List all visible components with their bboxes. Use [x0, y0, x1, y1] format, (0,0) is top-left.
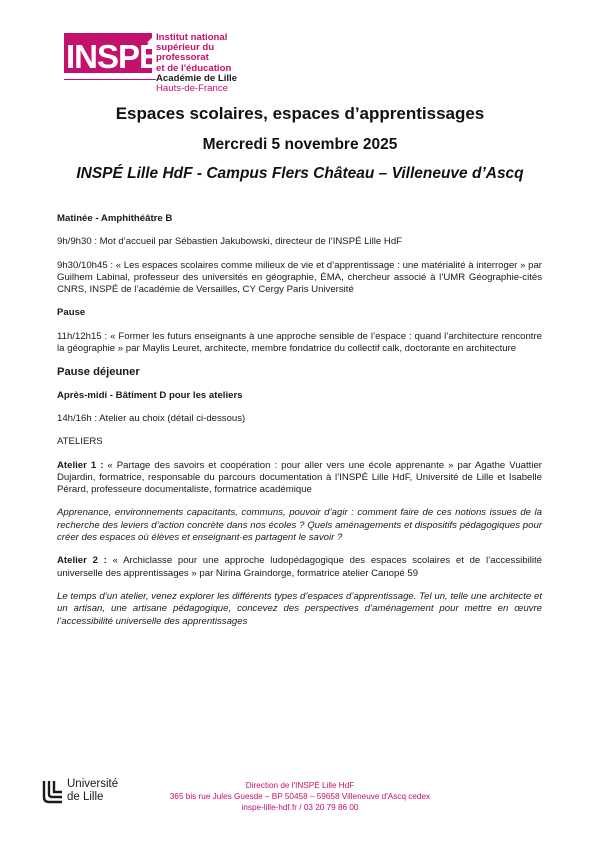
workshop-1-label: Atelier 1 :: [57, 459, 104, 471]
workshops-heading: ATELIERS: [57, 436, 103, 448]
universite-de-lille-logo: [42, 778, 132, 808]
lunch-heading: Pause déjeuner: [57, 366, 140, 379]
university-line-2: de Lille: [67, 790, 104, 803]
universite-lille-text: [67, 778, 118, 803]
document-title: Espaces scolaires, espaces d’apprentissages: [115, 104, 485, 123]
workshop-1-description: Apprenance, environnements capacitants, communs, pouvoir d’agir : comment faire de ces notions issues de la recherche des leviers d’action concrète dans nos écoles ? Quels aménagements et dispositifs pédagogiques pour créer des espaces où élèves et enseignant·es partagent le savoir ?: [57, 507, 542, 544]
workshop-1-text: « Partage des savoirs et coopération : pour aller vers une école apprenante » par Agathe Vuattier Dujardin, formatrice, responsable du parcours documentation à l’INSPÉ Lille HdF, Université de Lille et Isabelle Pérard, professeure documentaliste, formatrice académique: [57, 459, 542, 496]
break-heading: Pause: [57, 307, 86, 319]
logo-divider: [64, 79, 156, 80]
footer-street: 365 bis rue Jules Guesde – BP 50458 – 59658 Villeneuve d'Ascq cedex: [169, 792, 431, 801]
logo-line-4: Académie de Lille: [156, 72, 238, 84]
logo-line-1: Institut national: [156, 32, 228, 43]
logo-line-5: Hauts-de-France: [156, 83, 228, 95]
morning-heading: Matinée - Amphithéâtre B: [57, 213, 173, 224]
inspe-logo: [64, 32, 264, 95]
inspe-wordmark: INSPÉ: [66, 38, 161, 75]
footer-address: [150, 780, 450, 813]
event-date: Mercredi 5 novembre 2025: [202, 136, 398, 153]
inspe-logo-text: [156, 33, 264, 94]
university-line-1: Université: [67, 778, 119, 790]
program-item-welcome: 9h/9h30 : Mot d’accueil par Sébastien Jakubowski, directeur de l’INSPÉ Lille HdF: [57, 236, 403, 248]
footer-contact: inspe-lille-hdf.fr / 03 20 79 86 00: [241, 803, 359, 812]
workshop-2: [57, 555, 542, 580]
universite-lille-mark-icon: [42, 780, 64, 804]
afternoon-heading: Après-midi - Bâtiment D pour les ateliers: [57, 389, 243, 401]
footer-direction: Direction de l'INSPÉ Lille HdF: [245, 781, 355, 790]
program-item-talk-2: 11h/12h15 : « Former les futurs enseignants à une approche sensible de l’espace : quand l’architecture rencontre la géographie » par Maylis Leuret, architecte, membre fondatrice du collectif calk, doctorante en architecture: [57, 330, 542, 355]
event-location: INSPÉ Lille HdF - Campus Flers Château – Villeneuve d’Ascq: [76, 165, 524, 182]
logo-line-2: supérieur du professorat: [156, 42, 215, 64]
workshop-1: [57, 460, 542, 497]
program: [57, 213, 542, 639]
program-item-workshops: 14h/16h : Atelier au choix (détail ci-dessous): [57, 412, 246, 424]
workshop-2-description: Le temps d’un atelier, venez explorer les différents types d’espaces d’apprentissage. Tel un, telle une architecte et un artisan, une artisane pédagogique, concevez des perspectives d’aménagement pour mettre en œuvre l’accessibilité universelle des apprentissages: [57, 590, 542, 627]
program-item-talk-1: 9h30/10h45 : « Les espaces scolaires comme milieux de vie et d’apprentissage : une matérialité à interroger » par Guilhem Labinal, professeur des universités en géographie, ÉMA, chercheur associé à l’UMR Géographie-cités CNRS, INSPÉ de l’académie de Versailles, CY Cergy Paris Université: [57, 259, 542, 296]
workshop-2-label: Atelier 2 :: [57, 555, 107, 567]
logo-line-3: et de l'éducation: [156, 62, 232, 74]
workshop-2-text: « Archiclasse pour une approche ludopédagogique des espaces scolaires et de l’accessibilité universelle des apprentissages » par Nirina Graindorge, formatrice atelier Canopé 59: [57, 555, 542, 579]
